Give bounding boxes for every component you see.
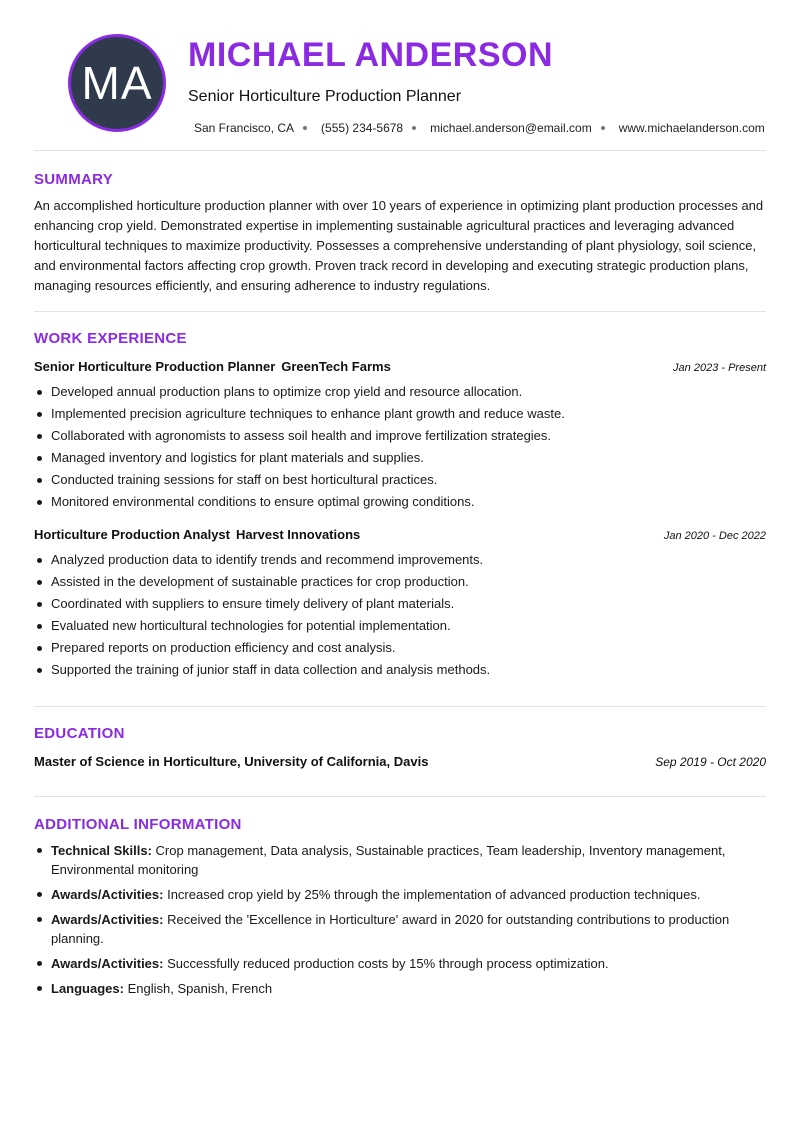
contact-website: www.michaelanderson.com [618, 121, 765, 135]
item-label: Technical Skills: [51, 843, 152, 858]
education-dates: Sep 2019 - Oct 2020 [655, 755, 766, 769]
list-item [34, 910, 766, 948]
job-bullets [34, 549, 766, 681]
item-label: Awards/Activities: [51, 956, 164, 971]
item-label: Languages: [51, 981, 124, 996]
section-divider [34, 150, 766, 151]
job-company: GreenTech Farms [281, 359, 391, 374]
summary-text: An accomplished horticulture production planner with over 10 years of experience in optimizing plant production processes and enhancing crop yield. Demonstrated expertise in implementing sustainable agricultural practices and leveraging advanced horticultural techniques to maximize productivity. Possesses a comprehensive understanding of plant physiology, soil science, and environmental factors affecting crop growth. Proven track record in developing and executing strategic production plans, managing resources efficiently, and ensuring adherence to industry regulations. [34, 198, 764, 293]
list-item [34, 885, 766, 904]
job-header [34, 527, 766, 542]
item-text: Crop management, Data analysis, Sustainable practices, Team leadership, Inventory management, Environmental monitoring [51, 843, 726, 877]
job-bullets [34, 381, 766, 513]
separator-dot [601, 126, 605, 130]
job-title: Senior Horticulture Production Planner [34, 359, 276, 374]
experience-heading: WORK EXPERIENCE [34, 330, 187, 347]
list-item: Assisted in the development of sustainable practices for crop production. [34, 571, 766, 593]
list-item: Prepared reports on production efficiency and cost analysis. [34, 637, 766, 659]
contact-phone: (555) 234-5678 [321, 121, 404, 135]
job-company: Harvest Innovations [235, 527, 361, 542]
additional-list [34, 841, 766, 1004]
contact-email: michael.anderson@email.com [430, 121, 592, 135]
job-dates: Jan 2023 - Present [673, 362, 766, 374]
candidate-name: MICHAEL ANDERSON [188, 36, 554, 74]
job-dates: Jan 2020 - Dec 2022 [663, 530, 766, 542]
list-item: Collaborated with agronomists to assess soil health and improve fertilization strategies. [34, 425, 766, 447]
section-divider [34, 311, 766, 312]
summary-heading: SUMMARY [34, 171, 114, 188]
list-item: Evaluated new horticultural technologies for potential implementation. [34, 615, 766, 637]
section-divider [34, 796, 766, 797]
list-item: Developed annual production plans to optimize crop yield and resource allocation. [34, 381, 766, 403]
job-title: Horticulture Production Analyst [34, 527, 230, 542]
education-degree: Master of Science in Horticulture, University of California, Davis [34, 754, 429, 769]
list-item: Implemented precision agriculture techniques to enhance plant growth and reduce waste. [34, 403, 766, 425]
item-text: Successfully reduced production costs by 15% through process optimization. [167, 956, 609, 971]
separator-dot [412, 126, 416, 130]
job-title-line [34, 527, 360, 542]
list-item: Analyzed production data to identify trends and recommend improvements. [34, 549, 766, 571]
list-item: Managed inventory and logistics for plant materials and supplies. [34, 447, 766, 469]
additional-heading: ADDITIONAL INFORMATION [34, 816, 242, 833]
contact-location: San Francisco, CA [194, 121, 295, 135]
item-text: English, Spanish, French [127, 981, 273, 996]
list-item [34, 979, 766, 998]
education-entry [34, 754, 766, 769]
job-title-line [34, 359, 391, 374]
candidate-title: Senior Horticulture Production Planner [188, 88, 462, 105]
section-divider [34, 706, 766, 707]
separator-dot [303, 126, 307, 130]
resume-header [34, 0, 766, 150]
item-label: Awards/Activities: [51, 912, 164, 927]
list-item: Monitored environmental conditions to ensure optimal growing conditions. [34, 491, 766, 513]
list-item [34, 954, 766, 973]
item-text: Increased crop yield by 25% through the implementation of advanced production techniques. [167, 887, 701, 902]
item-label: Awards/Activities: [51, 887, 164, 902]
avatar [68, 34, 166, 132]
item-text: Received the 'Excellence in Horticulture' award in 2020 for outstanding contributions to production planning. [51, 912, 730, 946]
list-item [34, 841, 766, 879]
list-item: Supported the training of junior staff in data collection and analysis methods. [34, 659, 766, 681]
list-item: Coordinated with suppliers to ensure timely delivery of plant materials. [34, 593, 766, 615]
avatar-initials: MA [81, 57, 153, 109]
list-item: Conducted training sessions for staff on best horticultural practices. [34, 469, 766, 491]
education-heading: EDUCATION [34, 725, 125, 742]
job-header [34, 359, 766, 374]
contact-line [194, 121, 765, 135]
